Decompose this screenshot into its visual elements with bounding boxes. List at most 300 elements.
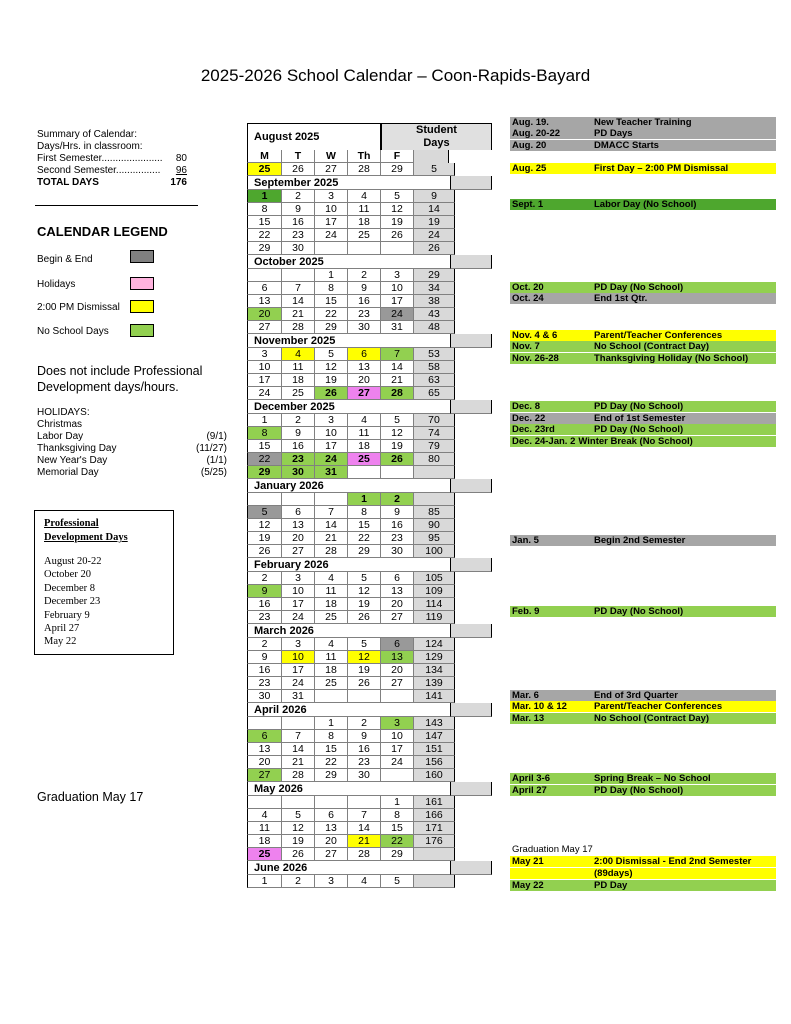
student-day-count: 38	[414, 295, 455, 308]
week-row	[247, 769, 492, 782]
week-row	[247, 796, 492, 809]
week-row	[247, 427, 492, 440]
day-cell: 26	[315, 387, 348, 400]
week-row	[247, 545, 492, 558]
day-cell: 17	[315, 216, 348, 229]
week-row	[247, 242, 492, 255]
day-cell: 15	[348, 519, 381, 532]
day-cell: 24	[282, 611, 315, 624]
day-cell	[282, 269, 315, 282]
week-row	[247, 730, 492, 743]
day-cell: 7	[348, 809, 381, 822]
day-cell: 18	[348, 216, 381, 229]
day-cell: 23	[348, 308, 381, 321]
day-cell: 30	[282, 466, 315, 479]
event-description: Thanksgiving Holiday (No School)	[594, 353, 749, 364]
day-cell: 13	[381, 651, 414, 664]
week-row	[247, 585, 492, 598]
event-row	[510, 701, 776, 712]
day-cell: 3	[247, 348, 282, 361]
week-row	[247, 598, 492, 611]
day-cell: 13	[247, 295, 282, 308]
day-cell: 9	[247, 585, 282, 598]
event-date	[510, 868, 594, 879]
week-row	[247, 348, 492, 361]
event-description: PD Day	[594, 880, 628, 891]
pd-date: December 23	[44, 596, 101, 608]
day-cell: 27	[348, 387, 381, 400]
event-date: Mar. 13	[512, 713, 545, 724]
month-label: June 2026	[247, 861, 451, 875]
day-cell: 26	[282, 848, 315, 861]
week-row	[247, 519, 492, 532]
day-cell: 25	[348, 229, 381, 242]
day-cell: 23	[282, 229, 315, 242]
day-cell: 12	[381, 203, 414, 216]
week-row	[247, 848, 492, 861]
day-cell: 30	[247, 690, 282, 703]
event-row	[510, 535, 776, 546]
day-cell: 4	[348, 190, 381, 203]
day-cell: 20	[381, 664, 414, 677]
day-cell: 30	[381, 545, 414, 558]
day-cell: 27	[247, 321, 282, 334]
week-row	[247, 677, 492, 690]
day-cell: 9	[282, 427, 315, 440]
day-cell: 1	[381, 796, 414, 809]
holiday-name: Thanksgiving Day	[37, 443, 117, 454]
student-day-count: 124	[414, 638, 455, 651]
student-day-count: 129	[414, 651, 455, 664]
week-row	[247, 506, 492, 519]
month-label: December 2025	[247, 400, 451, 414]
day-cell: 16	[348, 295, 381, 308]
weekday-label: W	[315, 150, 348, 163]
day-cell	[282, 493, 315, 506]
student-day-count: 85	[414, 506, 455, 519]
event-date: Mar. 10 & 12	[512, 701, 567, 712]
event-description: PD Day (No School)	[594, 785, 684, 796]
week-row	[247, 453, 492, 466]
student-day-count: 63	[414, 374, 455, 387]
day-cell: 23	[247, 611, 282, 624]
day-cell: 4	[247, 809, 282, 822]
day-cell: 12	[381, 427, 414, 440]
day-cell: 19	[282, 835, 315, 848]
day-cell	[348, 796, 381, 809]
student-day-count: 14	[414, 203, 455, 216]
day-cell: 14	[282, 743, 315, 756]
student-day-count: 65	[414, 387, 455, 400]
day-cell: 1	[247, 875, 282, 888]
day-cell: 16	[282, 216, 315, 229]
second-semester-label: Second Semester................	[37, 165, 161, 176]
student-day-count: 119	[414, 611, 455, 624]
student-day-count: 9	[414, 190, 455, 203]
day-cell: 13	[315, 822, 348, 835]
day-cell: 4	[315, 638, 348, 651]
day-cell: 10	[381, 730, 414, 743]
day-cell: 24	[282, 677, 315, 690]
event-row	[510, 690, 776, 701]
day-cell: 6	[381, 572, 414, 585]
event-description: Parent/Teacher Conferences	[594, 330, 723, 341]
day-cell	[381, 466, 414, 479]
day-cell: 17	[282, 664, 315, 677]
event-description: PD Day (No School)	[594, 401, 684, 412]
day-cell: 18	[315, 664, 348, 677]
week-row	[247, 835, 492, 848]
weekday-label: T	[282, 150, 315, 163]
week-row	[247, 295, 492, 308]
holiday-name: New Year's Day	[37, 455, 108, 466]
event-date: April 27	[512, 785, 547, 796]
day-cell: 29	[247, 242, 282, 255]
event-description: End of 3rd Quarter	[594, 690, 678, 701]
day-cell: 15	[315, 295, 348, 308]
day-cell: 18	[282, 374, 315, 387]
total-days-label: TOTAL DAYS	[37, 177, 99, 188]
weekday-label: F	[381, 150, 414, 163]
day-cell: 1	[315, 717, 348, 730]
day-cell: 10	[282, 585, 315, 598]
event-description: Winter Break (No School)	[578, 436, 693, 447]
event-row	[510, 353, 776, 364]
event-date: Nov. 7	[512, 341, 540, 352]
day-cell: 24	[315, 229, 348, 242]
day-cell: 11	[247, 822, 282, 835]
day-cell: 20	[282, 532, 315, 545]
day-cell: 19	[247, 532, 282, 545]
day-cell: 9	[348, 282, 381, 295]
event-row	[510, 868, 776, 879]
day-cell: 17	[315, 440, 348, 453]
student-day-count	[414, 875, 455, 888]
student-day-count: 34	[414, 282, 455, 295]
day-cell: 17	[247, 374, 282, 387]
event-row	[510, 140, 776, 151]
day-cell: 25	[315, 677, 348, 690]
day-cell: 28	[348, 848, 381, 861]
day-cell: 26	[247, 545, 282, 558]
day-cell: 25	[348, 453, 381, 466]
day-cell: 5	[381, 875, 414, 888]
month-label: September 2025	[247, 176, 451, 190]
week-row	[247, 440, 492, 453]
day-cell: 14	[315, 519, 348, 532]
event-description: Labor Day (No School)	[594, 199, 697, 210]
event-description: 2:00 Dismissal - End 2nd Semester	[594, 856, 752, 867]
student-day-count: 48	[414, 321, 455, 334]
event-description: (89days)	[594, 868, 633, 879]
day-cell: 2	[282, 875, 315, 888]
student-day-count: 19	[414, 216, 455, 229]
day-cell: 6	[348, 348, 381, 361]
legend-swatch-begin-end	[130, 250, 154, 263]
day-cell: 2	[247, 638, 282, 651]
day-cell: 29	[381, 163, 414, 176]
student-day-count	[414, 848, 455, 861]
student-day-count: 147	[414, 730, 455, 743]
event-description: Begin 2nd Semester	[594, 535, 686, 546]
week-row	[247, 651, 492, 664]
event-date: Aug. 25	[512, 163, 547, 174]
day-cell: 22	[315, 756, 348, 769]
legend-label: No School Days	[37, 326, 109, 337]
day-cell: 1	[247, 414, 282, 427]
day-cell: 29	[381, 848, 414, 861]
day-cell: 30	[348, 769, 381, 782]
day-cell: 31	[381, 321, 414, 334]
day-cell: 24	[381, 756, 414, 769]
holiday-date: (11/27)	[196, 443, 227, 454]
event-date: Dec. 8	[512, 401, 540, 412]
day-cell: 6	[315, 809, 348, 822]
legend-label: Holidays	[37, 279, 76, 290]
day-cell: 9	[381, 506, 414, 519]
student-days-header: Student Days	[381, 123, 492, 150]
day-cell: 25	[247, 163, 282, 176]
day-cell: 2	[348, 269, 381, 282]
month-label: February 2026	[247, 558, 451, 572]
event-date: Aug. 20	[512, 140, 547, 151]
day-cell	[348, 466, 381, 479]
day-cell: 7	[315, 506, 348, 519]
day-cell: 11	[348, 203, 381, 216]
day-cell: 16	[348, 743, 381, 756]
day-cell: 29	[315, 769, 348, 782]
legend-swatch-dismissal	[130, 300, 154, 313]
day-cell: 1	[315, 269, 348, 282]
day-cell: 28	[348, 163, 381, 176]
day-cell: 21	[381, 374, 414, 387]
pd-date: May 22	[44, 636, 77, 648]
day-cell: 27	[381, 677, 414, 690]
event-date: Oct. 20	[512, 282, 544, 293]
week-row	[247, 717, 492, 730]
day-cell: 11	[282, 361, 315, 374]
day-cell: 21	[282, 756, 315, 769]
day-cell: 26	[348, 677, 381, 690]
day-cell: 14	[282, 295, 315, 308]
student-day-count	[414, 466, 455, 479]
student-day-count: 79	[414, 440, 455, 453]
event-row	[510, 424, 776, 435]
student-day-count: 90	[414, 519, 455, 532]
event-description: End of 1st Semester	[594, 413, 686, 424]
event-date: Dec. 22	[512, 413, 546, 424]
day-cell	[315, 493, 348, 506]
event-date: Feb. 9	[512, 606, 540, 617]
event-date: Dec. 23rd	[512, 424, 555, 435]
holidays-title: HOLIDAYS:	[37, 407, 90, 418]
day-cell: 4	[348, 414, 381, 427]
week-row	[247, 756, 492, 769]
day-cell: 16	[247, 664, 282, 677]
event-description: End 1st Qtr.	[594, 293, 648, 304]
day-cell: 27	[381, 611, 414, 624]
event-row	[510, 128, 776, 139]
legend-label: 2:00 PM Dismissal	[37, 302, 120, 313]
event-date: Nov. 26-28	[512, 353, 559, 364]
day-cell: 7	[282, 282, 315, 295]
day-cell: 31	[315, 466, 348, 479]
student-day-count: 156	[414, 756, 455, 769]
week-row	[247, 611, 492, 624]
day-cell	[348, 690, 381, 703]
event-description: Parent/Teacher Conferences	[594, 701, 723, 712]
day-cell: 28	[282, 321, 315, 334]
event-row	[510, 330, 776, 341]
day-cell: 25	[315, 611, 348, 624]
event-row	[510, 199, 776, 210]
event-description: No School (Contract Day)	[594, 713, 710, 724]
day-cell	[247, 269, 282, 282]
day-cell: 23	[348, 756, 381, 769]
week-row	[247, 664, 492, 677]
day-cell: 13	[381, 585, 414, 598]
day-cell: 3	[315, 190, 348, 203]
day-cell: 8	[315, 282, 348, 295]
day-cell: 6	[247, 730, 282, 743]
week-row	[247, 216, 492, 229]
day-cell: 12	[282, 822, 315, 835]
month-label: May 2026	[247, 782, 451, 796]
day-cell: 27	[282, 545, 315, 558]
pd-date: October 20	[44, 569, 91, 581]
student-day-count: 53	[414, 348, 455, 361]
day-cell	[247, 493, 282, 506]
week-row	[247, 690, 492, 703]
week-row	[247, 466, 492, 479]
day-cell: 1	[348, 493, 381, 506]
event-description: New Teacher Training	[594, 117, 692, 128]
student-day-count: 141	[414, 690, 455, 703]
student-day-count: 43	[414, 308, 455, 321]
student-day-count: 176	[414, 835, 455, 848]
holiday-name: Labor Day	[37, 431, 84, 442]
day-cell: 19	[348, 664, 381, 677]
month-label: March 2026	[247, 624, 451, 638]
day-cell	[381, 769, 414, 782]
event-row	[510, 713, 776, 724]
event-date: Mar. 6	[512, 690, 539, 701]
day-cell: 27	[247, 769, 282, 782]
month-label: October 2025	[247, 255, 451, 269]
day-cell: 21	[282, 308, 315, 321]
day-cell: 28	[315, 545, 348, 558]
day-cell: 12	[348, 651, 381, 664]
day-cell: 4	[348, 875, 381, 888]
event-row	[510, 785, 776, 796]
week-row	[247, 308, 492, 321]
pd-date: December 8	[44, 582, 96, 594]
event-description: First Day – 2:00 PM Dismissal	[594, 163, 729, 174]
day-cell: 12	[348, 585, 381, 598]
pd-date: February 9	[44, 609, 90, 621]
event-date: Dec. 24-Jan. 2	[512, 436, 576, 447]
student-day-count: 151	[414, 743, 455, 756]
day-cell: 3	[381, 269, 414, 282]
day-cell: 1	[247, 190, 282, 203]
day-cell: 7	[381, 348, 414, 361]
day-cell: 15	[247, 216, 282, 229]
day-cell	[315, 796, 348, 809]
day-cell: 2	[282, 414, 315, 427]
page-title: 2025-2026 School Calendar – Coon-Rapids-Bayard	[200, 66, 591, 85]
event-row	[510, 773, 776, 784]
day-cell	[282, 717, 315, 730]
day-cell: 15	[247, 440, 282, 453]
day-cell: 3	[315, 414, 348, 427]
student-day-count: 139	[414, 677, 455, 690]
event-row	[510, 880, 776, 891]
day-cell: 2	[247, 572, 282, 585]
day-cell: 4	[315, 572, 348, 585]
month-label: January 2026	[247, 479, 451, 493]
day-cell: 28	[282, 769, 315, 782]
day-cell: 27	[315, 848, 348, 861]
day-cell: 29	[315, 321, 348, 334]
day-cell	[247, 796, 282, 809]
day-cell: 11	[348, 427, 381, 440]
day-cell: 5	[381, 414, 414, 427]
day-cell: 10	[282, 651, 315, 664]
day-cell: 22	[348, 532, 381, 545]
event-date: Oct. 24	[512, 293, 544, 304]
day-cell	[348, 242, 381, 255]
day-cell: 9	[247, 651, 282, 664]
legend-title: CALENDAR LEGEND	[37, 224, 168, 239]
day-cell: 10	[315, 427, 348, 440]
event-row	[510, 606, 776, 617]
day-cell: 8	[247, 203, 282, 216]
day-cell: 26	[282, 163, 315, 176]
day-cell: 5	[315, 348, 348, 361]
day-cell: 2	[381, 493, 414, 506]
week-row	[247, 163, 492, 176]
day-cell: 12	[247, 519, 282, 532]
day-cell: 5	[247, 506, 282, 519]
week-row	[247, 203, 492, 216]
day-cell: 19	[381, 440, 414, 453]
day-cell: 22	[247, 229, 282, 242]
day-cell: 15	[315, 743, 348, 756]
day-cell: 6	[282, 506, 315, 519]
second-semester-value: 96	[175, 165, 187, 176]
day-cell: 22	[381, 835, 414, 848]
holiday-name: Christmas	[37, 419, 83, 430]
day-cell: 10	[381, 282, 414, 295]
event-description: PD Day (No School)	[594, 606, 684, 617]
student-day-count: 24	[414, 229, 455, 242]
day-cell: 22	[247, 453, 282, 466]
day-cell: 3	[282, 638, 315, 651]
day-cell: 20	[348, 374, 381, 387]
event-description: No School (Contract Day)	[594, 341, 710, 352]
day-cell: 2	[348, 717, 381, 730]
student-day-count: 160	[414, 769, 455, 782]
week-row	[247, 572, 492, 585]
student-day-count: 114	[414, 598, 455, 611]
day-cell: 20	[381, 598, 414, 611]
day-cell: 8	[315, 730, 348, 743]
event-description: PD Days	[594, 128, 633, 139]
student-day-count: 80	[414, 453, 455, 466]
event-row	[510, 282, 776, 293]
holiday-date: (9/1)	[206, 431, 227, 442]
day-cell: 7	[282, 730, 315, 743]
